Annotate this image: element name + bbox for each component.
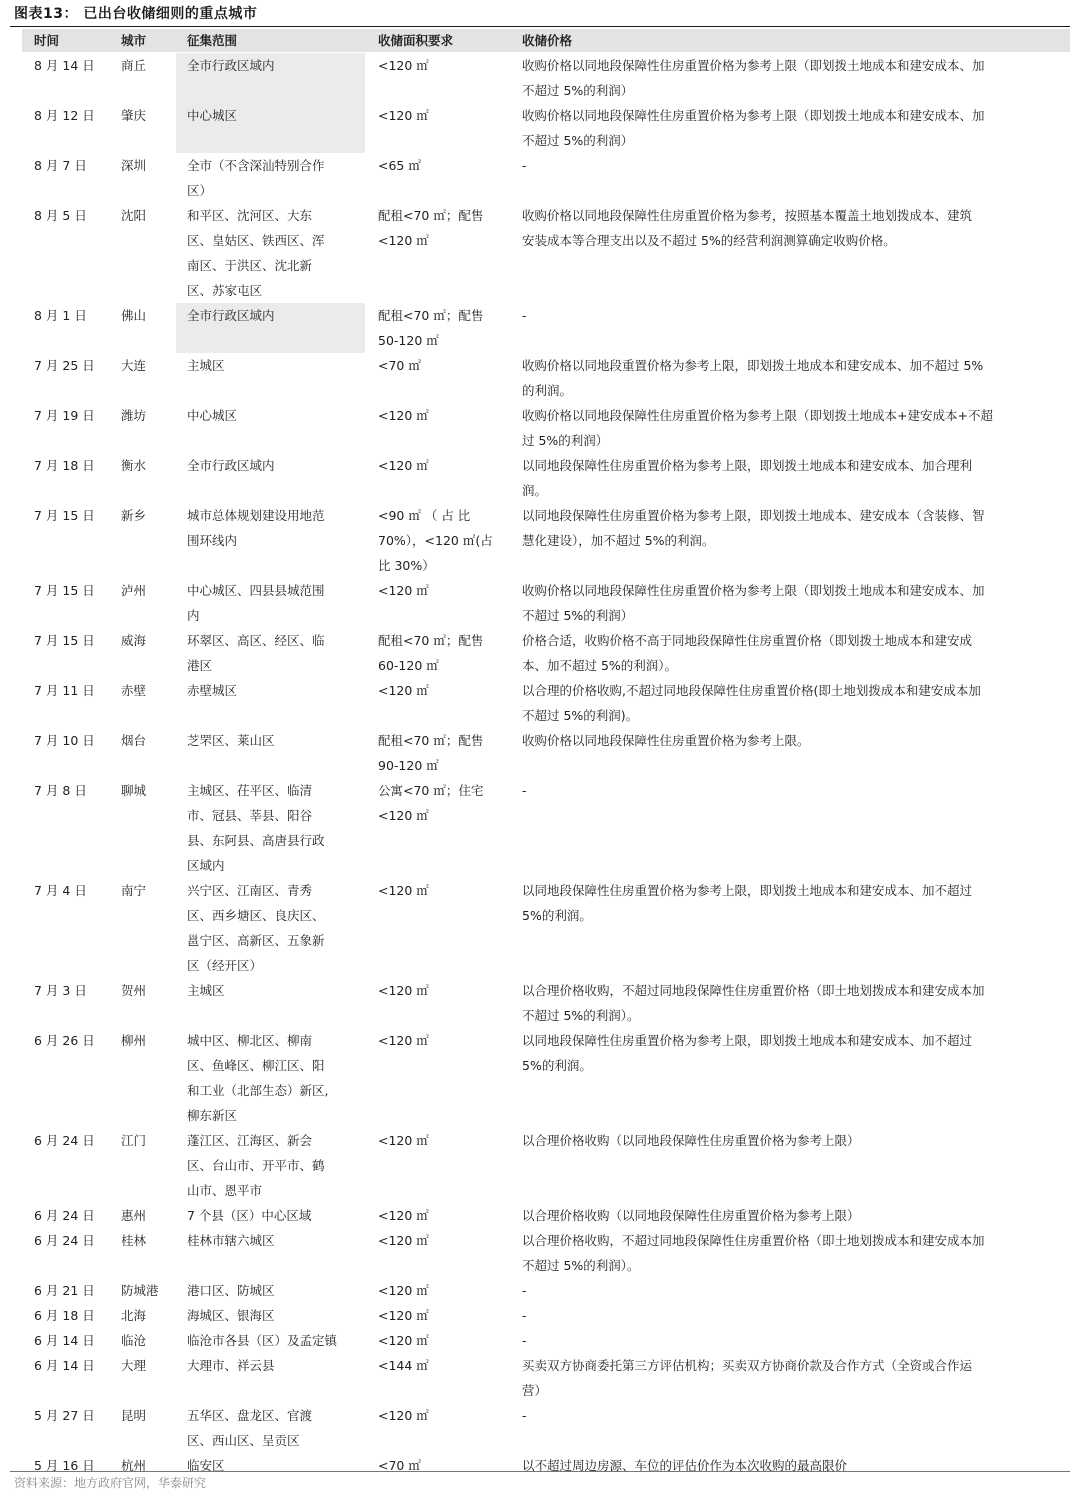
table-row: [0, 578, 1080, 628]
cell-price-line: 收购价格以同地段保障性住房重置价格为参考上限（即划拨土地成本和建安成本、加: [522, 58, 985, 73]
cell-price: [522, 1278, 527, 1303]
table-row: [0, 503, 1080, 578]
cell-area-line: 公寓<70 ㎡；住宅: [378, 783, 484, 798]
cell-scope-line: 和平区、沈河区、大东: [187, 208, 313, 223]
cell-area: [378, 628, 483, 678]
cell-price-line: 收购价格以同地段保障性住房重置价格为参考上限（即划拨土地成本和建安成本、加: [522, 583, 985, 598]
cell-scope-line: 内: [187, 608, 200, 623]
cell-area-line: <120 ㎡: [378, 1408, 429, 1423]
table-row: [0, 978, 1080, 1028]
cell-price: [522, 503, 985, 553]
table-row: [0, 203, 1080, 303]
cell-price: [522, 628, 972, 678]
cell-scope-line: 港区: [187, 658, 213, 673]
cell-scope-line: 区、鱼峰区、柳江区、阳: [187, 1058, 325, 1073]
cell-area-line: <120 ㎡: [378, 408, 429, 423]
cell-area-line: <120 ㎡: [378, 808, 429, 823]
cell-city: 威海: [121, 633, 147, 648]
cell-city: 北海: [121, 1308, 147, 1323]
cell-price-line: 买卖双方协商委托第三方评估机构；买卖双方协商价款及合作方式（全资或合作运: [522, 1358, 973, 1373]
cell-scope: [187, 1128, 325, 1203]
cell-city: 南宁: [121, 883, 147, 898]
table-row: [0, 453, 1080, 503]
cell-date: 5 月 27 日: [34, 1408, 95, 1423]
cell-area-line: <120 ㎡: [378, 1308, 429, 1323]
cell-city: 烟台: [121, 733, 147, 748]
cell-area-line: <120 ㎡: [378, 108, 429, 123]
cell-price: [522, 778, 527, 803]
cell-scope-line: 邕宁区、高新区、五象新: [187, 933, 325, 948]
cell-price-line: 以合理价格收购（以同地段保障性住房重置价格为参考上限）: [522, 1208, 860, 1223]
cell-price-line: 润。: [522, 483, 548, 498]
cell-city: 深圳: [121, 158, 147, 173]
cell-price-line: 以合理的价格收购,不超过同地段保障性住房重置价格(即土地划拨成本和建安成本加: [522, 683, 981, 698]
table-row: [0, 1228, 1080, 1278]
cell-scope-line: 中心城区、四县县城范围: [187, 583, 325, 598]
cell-scope-line: 围环线内: [187, 533, 238, 548]
cell-area-line: 配租<70 ㎡；配售: [378, 308, 484, 323]
cell-date: 7 月 19 日: [34, 408, 95, 423]
cell-area-line: <120 ㎡: [378, 233, 429, 248]
cell-area-line: 配租<70 ㎡；配售: [378, 208, 484, 223]
cell-scope-line: 城中区、柳北区、柳南: [187, 1033, 313, 1048]
cell-city: 佛山: [121, 308, 147, 323]
cell-area-line: <70 ㎡: [378, 1458, 421, 1473]
cell-price-line: 收购价格以同地段保障性住房重置价格为参考上限（即划拨土地成本+建安成本+不超: [522, 408, 993, 423]
cell-city: 惠州: [121, 1208, 147, 1223]
cell-area-line: 配租<70 ㎡；配售: [378, 633, 484, 648]
cell-price-line: 不超过 5%的利润）。: [522, 1008, 640, 1023]
table-row: [0, 1278, 1080, 1303]
cell-area: [378, 203, 483, 253]
cell-price: [522, 1228, 985, 1278]
title-divider: [10, 26, 1070, 27]
cell-scope-line: 桂林市辖六城区: [187, 1233, 275, 1248]
cell-area-line: <120 ㎡: [378, 1133, 429, 1148]
cell-area-line: <120 ㎡: [378, 683, 429, 698]
cell-scope: [187, 1303, 275, 1328]
cell-price-line: 收购价格以同地段保障性住房重置价格为参考上限（即划拨土地成本和建安成本、加: [522, 108, 985, 123]
cell-price: [522, 353, 983, 403]
cell-area: [378, 303, 483, 353]
cell-date: 7 月 8 日: [34, 783, 87, 798]
cell-price-line: 以合理价格收购，不超过同地段保障性住房重置价格（即土地划拨成本和建安成本加: [522, 983, 985, 998]
cell-area-line: <120 ㎡: [378, 1233, 429, 1248]
table-row: [0, 303, 1080, 353]
cell-scope: [187, 628, 325, 678]
cell-area: [378, 1278, 429, 1303]
cell-area-line: <120 ㎡: [378, 983, 429, 998]
cell-price-line: 5%的利润。: [522, 908, 592, 923]
cell-city: 泸州: [121, 583, 147, 598]
cell-scope-line: 区（经开区）: [187, 958, 263, 973]
cell-scope-line: 7 个县（区）中心区域: [187, 1208, 312, 1223]
cell-scope: [187, 778, 325, 878]
cell-scope-line: 区、西山区、呈贡区: [187, 1433, 300, 1448]
cell-date: 7 月 15 日: [34, 633, 95, 648]
cell-city: 杭州: [121, 1458, 147, 1473]
cell-price-line: 收购价格以同地段保障性住房重置价格为参考上限。: [522, 733, 810, 748]
table-row: [0, 728, 1080, 778]
cell-date: 6 月 24 日: [34, 1133, 95, 1148]
cell-date: 8 月 14 日: [34, 58, 95, 73]
cell-area-line: <120 ㎡: [378, 58, 429, 73]
cell-scope: [187, 53, 275, 78]
cell-area: [378, 1128, 429, 1153]
cell-city: 江门: [121, 1133, 147, 1148]
header-price: 收储价格: [522, 33, 573, 48]
cell-scope: [187, 878, 325, 978]
cell-price: [522, 453, 972, 503]
cell-scope: [187, 303, 275, 328]
cell-scope: [187, 153, 325, 203]
source-note: 资料来源：地方政府官网，华泰研究: [14, 1476, 207, 1490]
cell-scope-line: 全市行政区域内: [187, 458, 275, 473]
cell-area: [378, 1203, 429, 1228]
cell-area-line: <120 ㎡: [378, 1208, 429, 1223]
table-row: [0, 353, 1080, 403]
cell-date: 7 月 15 日: [34, 583, 95, 598]
cell-scope-line: 兴宁区、江南区、青秀: [187, 883, 313, 898]
cell-city: 昆明: [121, 1408, 147, 1423]
header-area: 收储面积要求: [378, 33, 454, 48]
cell-area: [378, 1228, 429, 1253]
cell-area-line: <120 ㎡: [378, 1283, 429, 1298]
cell-price-line: 价格合适，收购价格不高于同地段保障性住房重置价格（即划拨土地成本和建安成: [522, 633, 973, 648]
table-row: [0, 1303, 1080, 1328]
cell-price-line: 以不超过周边房源、车位的评估价作为本次收购的最高限价: [522, 1458, 848, 1473]
cell-price-line: 以同地段保障性住房重置价格为参考上限，即划拨土地成本和建安成本、加不超过: [522, 883, 973, 898]
cell-area-line: 70%），<120 ㎡(占: [378, 533, 493, 548]
table-row: [0, 153, 1080, 203]
cell-city: 聊城: [121, 783, 147, 798]
cell-price-line: 以同地段保障性住房重置价格为参考上限，即划拨土地成本和建安成本、加不超过: [522, 1033, 973, 1048]
cell-area-line: <120 ㎡: [378, 458, 429, 473]
cell-city: 临沧: [121, 1333, 147, 1348]
table-row: [0, 403, 1080, 453]
table-row: [0, 878, 1080, 978]
table-row: [0, 628, 1080, 678]
table-row: [0, 53, 1080, 103]
cell-date: 7 月 18 日: [34, 458, 95, 473]
cell-scope-line: 柳东新区: [187, 1108, 238, 1123]
cell-price: [522, 1303, 527, 1328]
cell-price-line: 以合理价格收购（以同地段保障性住房重置价格为参考上限）: [522, 1133, 860, 1148]
cell-area: [378, 678, 429, 703]
cell-city: 防城港: [121, 1283, 159, 1298]
cell-scope-line: 临沧市各县（区）及孟定镇: [187, 1333, 338, 1348]
cell-price-line: 安装成本等合理支出以及不超过 5%的经营利润测算确定收购价格。: [522, 233, 896, 248]
table-row: [0, 1328, 1080, 1353]
table-row: [0, 678, 1080, 728]
cell-city: 大连: [121, 358, 147, 373]
cell-price-line: -: [522, 158, 527, 173]
cell-area: [378, 578, 429, 603]
cell-area-line: 60-120 ㎡: [378, 658, 439, 673]
cell-price: [522, 1328, 527, 1353]
cell-price-line: 不超过 5%的利润)。: [522, 708, 639, 723]
cell-scope: [187, 1353, 275, 1378]
cell-scope: [187, 1403, 312, 1453]
cell-scope-line: 大理市、祥云县: [187, 1358, 275, 1373]
cell-price-line: 以同地段保障性住房重置价格为参考上限，即划拨土地成本、建安成本（含装修、智: [522, 508, 985, 523]
cell-scope: [187, 1278, 275, 1303]
cell-area-line: 90-120 ㎡: [378, 758, 439, 773]
cell-area: [378, 1403, 429, 1428]
cell-scope-line: 全市行政区域内: [187, 308, 275, 323]
cell-scope-line: 蓬江区、江海区、新会: [187, 1133, 313, 1148]
cell-city: 商丘: [121, 58, 147, 73]
cell-price: [522, 878, 972, 928]
cell-scope-line: 芝罘区、莱山区: [187, 733, 275, 748]
cell-scope-line: 临安区: [187, 1458, 225, 1473]
cell-scope-line: 和工业（北部生态）新区,: [187, 1083, 329, 1098]
cell-scope: [187, 353, 225, 378]
cell-date: 6 月 26 日: [34, 1033, 95, 1048]
cell-price-line: 不超过 5%的利润）: [522, 133, 634, 148]
header-date: 时间: [34, 33, 60, 48]
cell-date: 6 月 24 日: [34, 1208, 95, 1223]
cell-scope: [187, 578, 325, 628]
cell-price: [522, 1403, 527, 1428]
table-row: [0, 103, 1080, 153]
cell-scope-line: 市、冠县、莘县、阳谷: [187, 808, 313, 823]
cell-price: [522, 578, 985, 628]
cell-area-line: <120 ㎡: [378, 883, 429, 898]
cell-area: [378, 1303, 429, 1328]
cell-area: [378, 1328, 429, 1353]
cell-price-line: -: [522, 783, 527, 798]
cell-scope: [187, 1328, 337, 1353]
cell-price-line: -: [522, 1283, 527, 1298]
cell-city: 新乡: [121, 508, 147, 523]
cell-price-line: -: [522, 308, 527, 323]
cell-price: [522, 1028, 972, 1078]
cell-scope-line: 区）: [187, 183, 213, 198]
cell-scope: [187, 1028, 328, 1128]
cell-area: [378, 153, 421, 178]
cell-scope-line: 赤壁城区: [187, 683, 238, 698]
cell-price: [522, 1128, 860, 1153]
cell-city: 贺州: [121, 983, 147, 998]
cell-date: 7 月 3 日: [34, 983, 87, 998]
cell-price-line: -: [522, 1333, 527, 1348]
cell-price-line: 本、加不超过 5%的利润）。: [522, 658, 678, 673]
cell-date: 7 月 10 日: [34, 733, 95, 748]
cell-price-line: 慧化建设），加不超过 5%的利润。: [522, 533, 715, 548]
cell-scope-line: 全市（不含深汕特别合作: [187, 158, 325, 173]
cell-area: [378, 778, 483, 828]
cell-area-line: <144 ㎡: [378, 1358, 429, 1373]
cell-scope-line: 区、皇姑区、铁西区、浑: [187, 233, 325, 248]
cell-price-line: 营）: [522, 1383, 548, 1398]
cell-area-line: <120 ㎡: [378, 583, 429, 598]
cell-date: 7 月 25 日: [34, 358, 95, 373]
table-row: [0, 1403, 1080, 1453]
cell-scope-line: 海城区、银海区: [187, 1308, 275, 1323]
cell-scope-line: 港口区、防城区: [187, 1283, 275, 1298]
cell-price: [522, 53, 985, 103]
table-row: [0, 1203, 1080, 1228]
cell-area: [378, 1453, 421, 1478]
cell-date: 8 月 12 日: [34, 108, 95, 123]
table-header: [22, 29, 1070, 52]
cell-price-line: 不超过 5%的利润）: [522, 83, 634, 98]
cell-area: [378, 453, 429, 478]
cell-scope-line: 全市行政区域内: [187, 58, 275, 73]
table-row: [0, 1128, 1080, 1203]
cell-price: [522, 203, 972, 253]
cell-area: [378, 53, 429, 78]
cell-price: [522, 1353, 972, 1403]
cell-scope-line: 中心城区: [187, 108, 238, 123]
cell-date: 6 月 14 日: [34, 1358, 95, 1373]
cell-scope-line: 主城区: [187, 358, 225, 373]
cell-area: [378, 1353, 429, 1378]
cell-area-line: 配租<70 ㎡；配售: [378, 733, 484, 748]
cell-area-line: <90 ㎡ （ 占 比: [378, 508, 471, 523]
cell-date: 7 月 4 日: [34, 883, 87, 898]
cell-scope-line: 区、西乡塘区、良庆区、: [187, 908, 325, 923]
cell-price-line: 不超过 5%的利润）: [522, 608, 634, 623]
cell-price-line: 收购价格以同地段保障性住房重置价格为参考，按照基本覆盖土地划拨成本、建筑: [522, 208, 973, 223]
cell-price: [522, 303, 527, 328]
cell-date: 7 月 15 日: [34, 508, 95, 523]
cell-city: 肇庆: [121, 108, 147, 123]
cell-date: 6 月 21 日: [34, 1283, 95, 1298]
cell-area: [378, 1028, 429, 1053]
cell-area: [378, 503, 493, 578]
cell-price: [522, 403, 993, 453]
header-scope: 征集范围: [187, 33, 238, 48]
cell-price: [522, 728, 810, 753]
table-row: [0, 1028, 1080, 1128]
cell-scope: [187, 678, 237, 703]
cell-date: 8 月 5 日: [34, 208, 87, 223]
cell-date: 7 月 11 日: [34, 683, 95, 698]
cell-price: [522, 1453, 847, 1478]
cell-price: [522, 1203, 860, 1228]
cell-price-line: 过 5%的利润）: [522, 433, 609, 448]
cell-price-line: -: [522, 1308, 527, 1323]
cell-scope-line: 中心城区: [187, 408, 238, 423]
cell-city: 大理: [121, 1358, 147, 1373]
cell-area: [378, 353, 421, 378]
cell-scope: [187, 403, 237, 428]
cell-scope: [187, 503, 325, 553]
cell-scope-line: 环翠区、高区、经区、临: [187, 633, 325, 648]
cell-price-line: 以合理价格收购，不超过同地段保障性住房重置价格（即土地划拨成本和建安成本加: [522, 1233, 985, 1248]
cell-scope: [187, 103, 237, 128]
cell-date: 8 月 7 日: [34, 158, 87, 173]
cell-scope-line: 区、苏家屯区: [187, 283, 263, 298]
cell-date: 6 月 18 日: [34, 1308, 95, 1323]
cell-price-line: -: [522, 1408, 527, 1423]
cell-area: [378, 103, 429, 128]
cell-scope: [187, 728, 275, 753]
cell-area-line: 比 30%）: [378, 558, 435, 573]
table-row: [0, 1353, 1080, 1403]
cell-scope-line: 五华区、盘龙区、官渡: [187, 1408, 313, 1423]
cell-scope: [187, 1228, 275, 1253]
cell-scope: [187, 1203, 311, 1228]
cell-date: 8 月 1 日: [34, 308, 87, 323]
cell-area-line: 50-120 ㎡: [378, 333, 439, 348]
cell-city: 衡水: [121, 458, 147, 473]
cell-scope-line: 主城区、茌平区、临清: [187, 783, 313, 798]
cell-city: 潍坊: [121, 408, 147, 423]
cell-scope-line: 县、东阿县、高唐县行政: [187, 833, 325, 848]
cell-area-line: <65 ㎡: [378, 158, 421, 173]
cell-price-line: 收购价格以同地段重置价格为参考上限，即划拨土地成本和建安成本、加不超过 5%: [522, 358, 984, 373]
bottom-divider: [10, 1471, 1070, 1472]
cell-scope-line: 主城区: [187, 983, 225, 998]
cell-area: [378, 403, 429, 428]
cell-date: 6 月 14 日: [34, 1333, 95, 1348]
header-city: 城市: [121, 33, 147, 48]
cell-scope-line: 山市、恩平市: [187, 1183, 263, 1198]
cell-scope-line: 南区、于洪区、沈北新: [187, 258, 313, 273]
cell-price: [522, 153, 527, 178]
cell-date: 6 月 24 日: [34, 1233, 95, 1248]
cell-scope: [187, 203, 325, 303]
cell-city: 桂林: [121, 1233, 147, 1248]
cell-area: [378, 978, 429, 1003]
cell-area-line: <120 ㎡: [378, 1333, 429, 1348]
cell-city: 赤壁: [121, 683, 147, 698]
cell-price-line: 的利润。: [522, 383, 573, 398]
cell-price-line: 5%的利润。: [522, 1058, 592, 1073]
cell-city: 沈阳: [121, 208, 147, 223]
cell-price: [522, 678, 981, 728]
cell-scope: [187, 453, 275, 478]
cell-area-line: <120 ㎡: [378, 1033, 429, 1048]
cell-area: [378, 728, 483, 778]
cell-scope: [187, 978, 225, 1003]
cell-scope-line: 城市总体规划建设用地范: [187, 508, 325, 523]
cell-date: 5 月 16 日: [34, 1458, 95, 1473]
cell-price: [522, 103, 985, 153]
cell-city: 柳州: [121, 1033, 147, 1048]
cell-scope-line: 区、台山市、开平市、鹤: [187, 1158, 325, 1173]
cell-scope-line: 区域内: [187, 858, 225, 873]
cell-price: [522, 978, 985, 1028]
cell-area-line: <70 ㎡: [378, 358, 421, 373]
table-row: [0, 778, 1080, 878]
cell-price-line: 不超过 5%的利润）。: [522, 1258, 640, 1273]
cell-area: [378, 878, 429, 903]
figure-title: 图表13： 已出台收储细则的重点城市: [14, 6, 258, 22]
cell-price-line: 以同地段保障性住房重置价格为参考上限，即划拨土地成本和建安成本、加合理利: [522, 458, 973, 473]
